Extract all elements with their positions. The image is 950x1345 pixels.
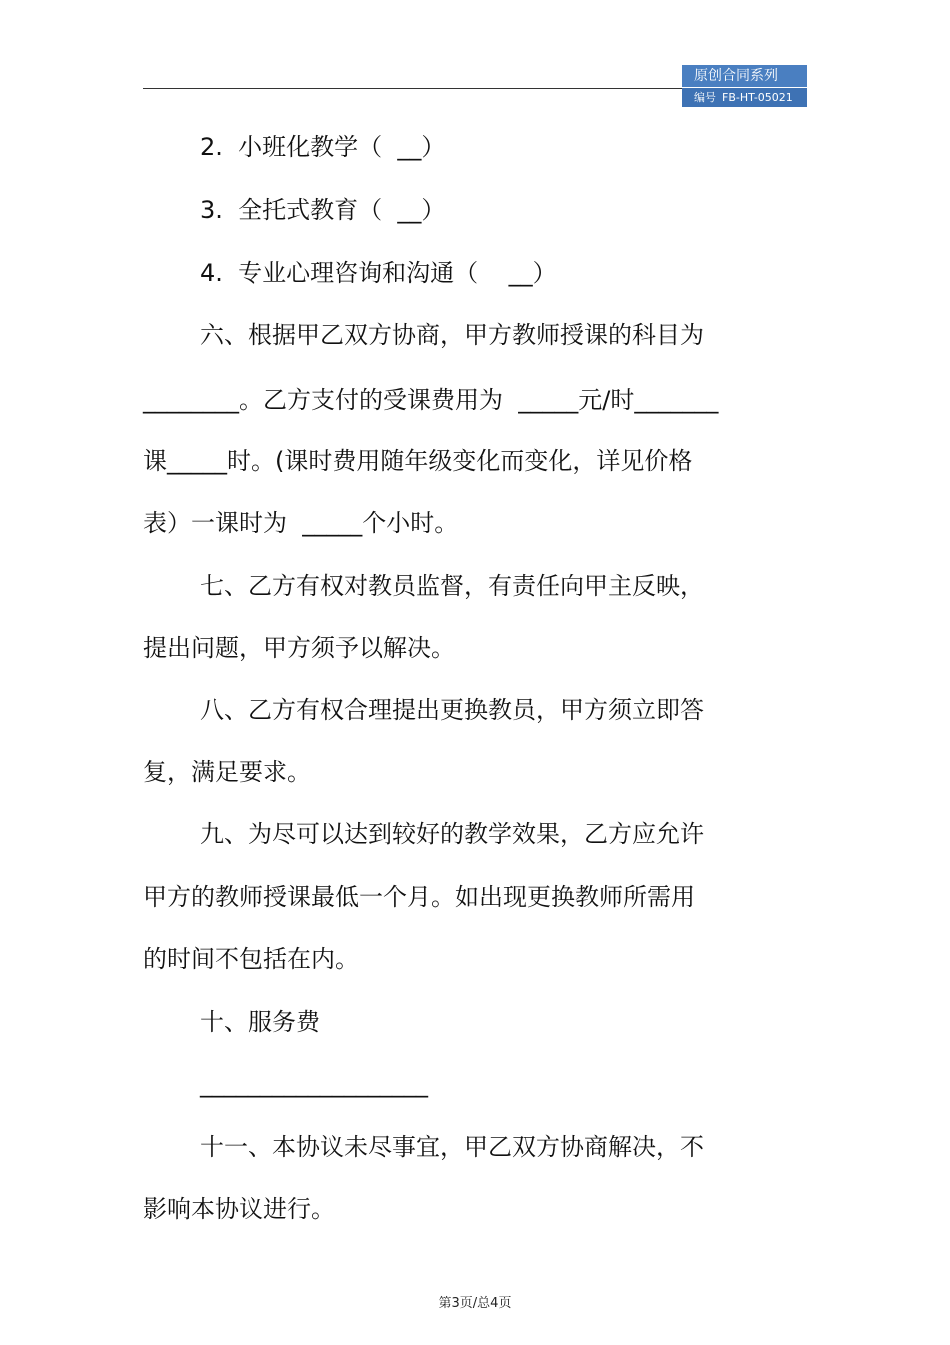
- clause-10-heading: 十、服务费: [200, 1008, 320, 1036]
- clause-6-line-1: 六、根据甲乙双方协商，甲方教师授课的科目为: [200, 321, 704, 349]
- header-rule: [143, 88, 683, 89]
- clause-11-line-1: 十一、本协议未尽事宜，甲乙双方协商解决，不: [200, 1133, 704, 1161]
- clause-6-line-3: 课_____时。(课时费用随年级变化而变化，详见价格: [143, 447, 693, 475]
- clause-9-line-2: 甲方的教师授课最低一个月。如出现更换教师所需用: [143, 883, 695, 911]
- clause-9-line-3: 的时间不包括在内。: [143, 945, 359, 973]
- document-code-row: [682, 88, 807, 107]
- clause-6-line-2: ________。乙方支付的受课费用为 _____元/时_______: [143, 386, 719, 414]
- clause-8-line-2: 复，满足要求。: [143, 758, 311, 786]
- list-item-full-care: 3. 全托式教育（ __）: [200, 196, 446, 224]
- series-badge: [682, 65, 807, 107]
- clause-9-line-1: 九、为尽可以达到较好的教学效果，乙方应允许: [200, 820, 704, 848]
- code-prefix: 编号: [694, 91, 716, 104]
- clause-11-line-2: 影响本协议进行。: [143, 1195, 335, 1223]
- list-item-counseling: 4. 专业心理咨询和沟通（ __）: [200, 259, 557, 287]
- clause-6-line-4: 表）一课时为 _____个小时。: [143, 509, 459, 537]
- clause-7-line-2: 提出问题，甲方须予以解决。: [143, 634, 455, 662]
- list-item-small-class: 2. 小班化教学（ __）: [200, 133, 446, 161]
- page-number: 第3页/总4页: [438, 1296, 512, 1311]
- document-code: FB-HT-05021: [722, 91, 793, 104]
- clause-7-line-1: 七、乙方有权对教员监督，有责任向甲主反映，: [200, 572, 704, 600]
- series-label: 原创合同系列: [682, 65, 807, 88]
- service-fee-blank: ___________________: [200, 1070, 428, 1098]
- clause-8-line-1: 八、乙方有权合理提出更换教员，甲方须立即答: [200, 696, 704, 724]
